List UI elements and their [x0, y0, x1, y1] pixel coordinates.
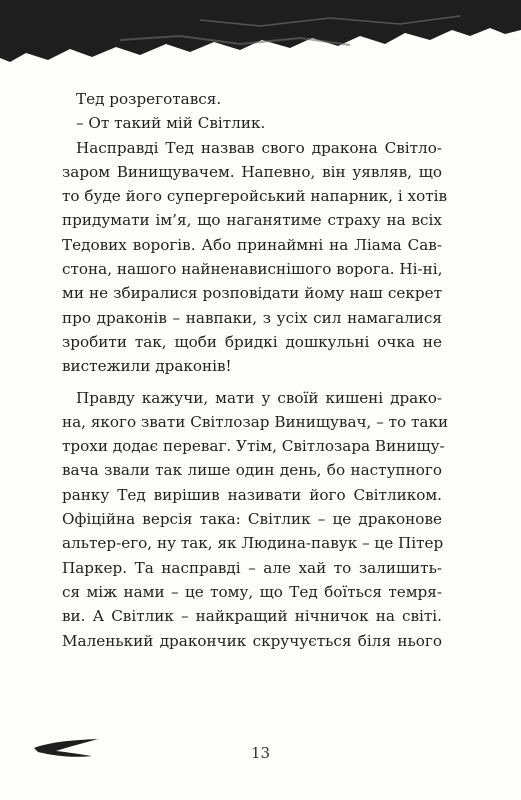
- text-line: Тедових ворогів. Або принаймні на Ліама Сав-: [62, 235, 442, 254]
- body-text: [62, 87, 449, 653]
- text-line: Паркер. Та насправді – але хай то залишить-: [62, 558, 442, 577]
- text-line: – От такий мій Світлик.: [76, 114, 266, 133]
- text-line: про драконів – навпаки, з усіх сил намагалися: [62, 308, 442, 327]
- text-line: зробити так, щоби бридкі дошкульні очка не: [62, 332, 442, 351]
- text-line: стона, нашого найненависнішого ворога. Ні-ні,: [62, 260, 443, 279]
- text-line: Тед розреготався.: [76, 90, 222, 108]
- text-line: ви. А Світлик – найкращий нічничок на світі.: [62, 607, 442, 626]
- text-line: Насправді Тед назвав свого дракона Світло-: [76, 138, 442, 157]
- text-line: ми не збиралися розповідати йому наш секрет: [62, 284, 442, 303]
- text-line: трохи додає переваг. Утім, Світлозара Винищу-: [62, 437, 445, 456]
- text-line: Офіційна версія така: Світлик – це драконове: [62, 510, 442, 529]
- text-line: ранку Тед вирішив називати його Світликом.: [62, 485, 442, 504]
- text-line: на, якого звати Світлозар Винищувач, – то таки: [62, 412, 449, 431]
- text-line: вача звали так лише один день, бо наступного: [62, 461, 442, 480]
- text-line: Маленький дракончик скручується біля нього: [62, 631, 442, 650]
- text-line: ся між нами – це тому, що Тед боїться темря-: [62, 582, 442, 601]
- text-line: придумати ім’я, що наганятиме страху на всіх: [62, 211, 442, 230]
- text-line: альтер-его, ну так, як Людина-павук – це Пітер: [62, 534, 444, 553]
- paragraph-gap: [62, 379, 442, 386]
- text-line: Правду кажучи, мати у своїй кишені драко-: [76, 388, 442, 407]
- text-line: то буде його супергеройський напарник, і хотів: [62, 187, 448, 206]
- text-line: заром Винищувачем. Напевно, він уявляв, що: [62, 162, 442, 181]
- text-line: вистежили драконів!: [62, 357, 232, 376]
- page-number: 13: [250, 744, 271, 762]
- top-brush-stroke: [0, 0, 521, 64]
